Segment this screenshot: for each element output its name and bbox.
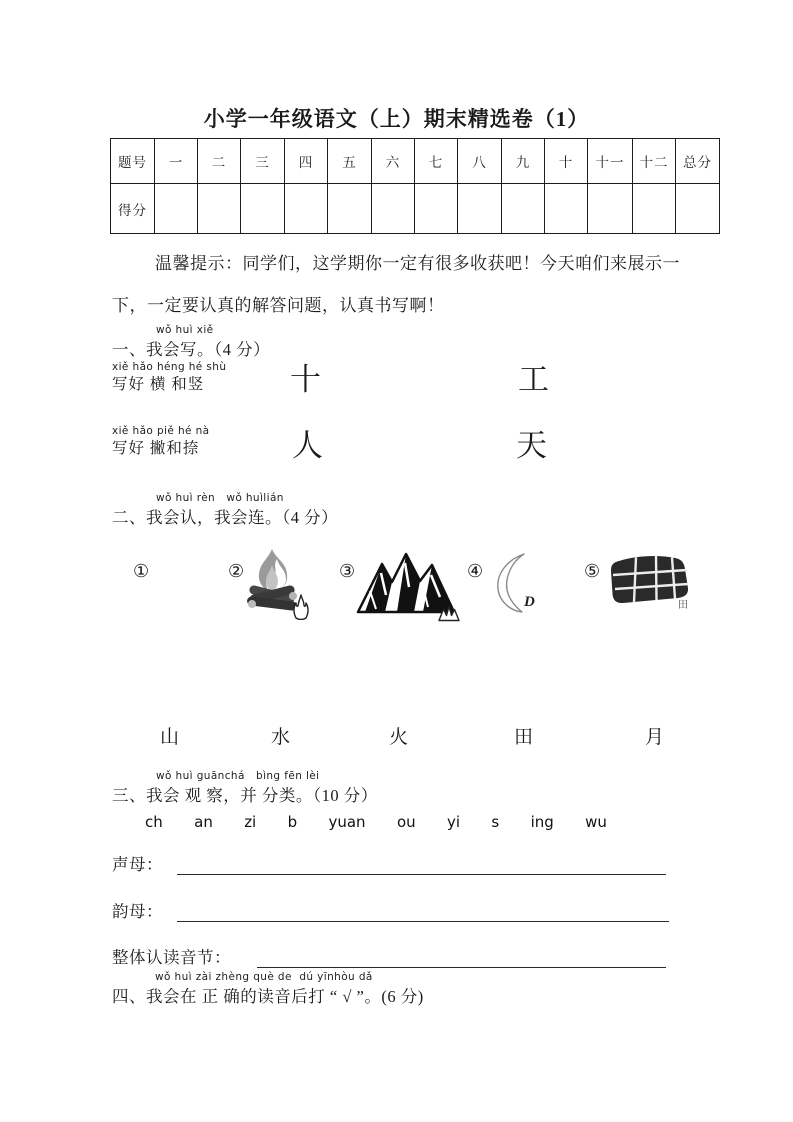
score-cell-empty xyxy=(633,184,676,234)
table-header-cell: 十一 xyxy=(588,139,633,184)
table-header-cell: 九 xyxy=(502,139,545,184)
initials-label: 声母： xyxy=(112,855,163,874)
syllable: ing xyxy=(530,813,554,831)
score-table xyxy=(110,138,720,234)
score-cell-empty xyxy=(588,184,633,234)
match-char-yue: 月 xyxy=(645,727,665,748)
picture-number-3: ③ xyxy=(339,561,356,581)
notice-line-1: 温馨提示：同学们，这学期你一定有很多收获吧！今天咱们来展示一 xyxy=(155,254,680,273)
mountain-pictograph-icon xyxy=(437,605,461,622)
section1-row2-pinyin: xiě hǎo piě hé nà xyxy=(112,425,210,437)
page-title: 小学一年级语文（上）期末精选卷（1） xyxy=(203,107,590,131)
table-header-cell: 八 xyxy=(458,139,502,184)
score-cell-empty xyxy=(415,184,458,234)
initials-answer-line xyxy=(177,874,666,875)
syllable: ch xyxy=(145,813,163,831)
score-cell-empty xyxy=(458,184,502,234)
score-row-label: 得分 xyxy=(111,184,155,234)
match-char-tian: 田 xyxy=(514,727,534,748)
syllable: wu xyxy=(585,813,607,831)
section2-pinyin: wǒ huì rèn wǒ huìlián xyxy=(156,492,284,504)
score-table-header-row xyxy=(111,139,720,184)
syllable: yuan xyxy=(328,813,366,831)
finals-label: 韵母： xyxy=(112,902,163,921)
section1-pinyin: wǒ huì xiě xyxy=(156,324,214,336)
table-header-cell: 题号 xyxy=(111,139,155,184)
section1-row1-pinyin: xiě hǎo héng hé shù xyxy=(112,361,227,373)
picture-number-5: ⑤ xyxy=(584,561,601,581)
score-cell-empty xyxy=(328,184,372,234)
picture-number-4: ④ xyxy=(467,561,484,581)
table-header-cell: 七 xyxy=(415,139,458,184)
score-cell-empty xyxy=(241,184,285,234)
practice-char: 人 xyxy=(292,428,323,463)
fire-pictograph-icon xyxy=(291,594,311,620)
score-cell-empty xyxy=(502,184,545,234)
table-header-cell: 六 xyxy=(372,139,415,184)
practice-char: 天 xyxy=(516,428,547,463)
table-header-cell: 三 xyxy=(241,139,285,184)
section3-heading: 三、我会 观 察，并 分类。（10 分） xyxy=(112,786,378,805)
section1-heading: 一、我会写。（4 分） xyxy=(112,340,271,359)
table-header-cell: 五 xyxy=(328,139,372,184)
syllable: b xyxy=(287,813,298,831)
picture-number-2: ② xyxy=(228,561,245,581)
score-cell-empty xyxy=(198,184,241,234)
section4-pinyin: wǒ huì zài zhèng què de dú yīnhòu dǎ xyxy=(155,971,373,983)
table-header-cell: 二 xyxy=(198,139,241,184)
score-table-score-row xyxy=(111,184,720,234)
section2-heading: 二、我会认，我会连。（4 分） xyxy=(112,508,339,527)
score-cell-empty xyxy=(676,184,720,234)
section1-row1-label: 写好 横 和竖 xyxy=(112,376,205,393)
syllable-row xyxy=(145,813,607,831)
practice-char: 工 xyxy=(518,362,549,397)
syllable: an xyxy=(194,813,213,831)
field-pictograph-icon: 田 xyxy=(678,600,688,611)
section3-pinyin: wǒ huì guānchá bìng fēn lèi xyxy=(156,770,320,782)
match-char-huo: 火 xyxy=(389,727,409,748)
score-cell-empty xyxy=(545,184,588,234)
syllable: s xyxy=(491,813,500,831)
table-header-cell: 十 xyxy=(545,139,588,184)
syllable: ou xyxy=(396,813,416,831)
score-cell-empty xyxy=(372,184,415,234)
section4-heading: 四、我会在 正 确的读音后打 “ √ ”。(6 分) xyxy=(112,987,424,1006)
syllable: zi xyxy=(244,813,257,831)
score-cell-empty xyxy=(155,184,198,234)
moon-pictograph-icon: D xyxy=(524,594,535,610)
match-char-shan: 山 xyxy=(160,727,180,748)
table-header-cell: 四 xyxy=(285,139,328,184)
table-header-cell: 总分 xyxy=(676,139,720,184)
table-header-cell: 十二 xyxy=(633,139,676,184)
picture-number-1: ① xyxy=(133,561,150,581)
table-header-cell: 一 xyxy=(155,139,198,184)
score-cell-empty xyxy=(285,184,328,234)
syllable: yi xyxy=(446,813,461,831)
finals-answer-line xyxy=(177,921,669,922)
notice-line-2: 下，一定要认真的解答问题，认真书写啊！ xyxy=(112,296,445,315)
section1-row2-label: 写好 撇和捺 xyxy=(112,440,200,457)
match-char-shui: 水 xyxy=(271,727,291,748)
whole-syllable-label: 整体认读音节： xyxy=(112,948,231,967)
whole-syllable-answer-line xyxy=(257,967,666,968)
practice-char: 十 xyxy=(290,362,321,397)
